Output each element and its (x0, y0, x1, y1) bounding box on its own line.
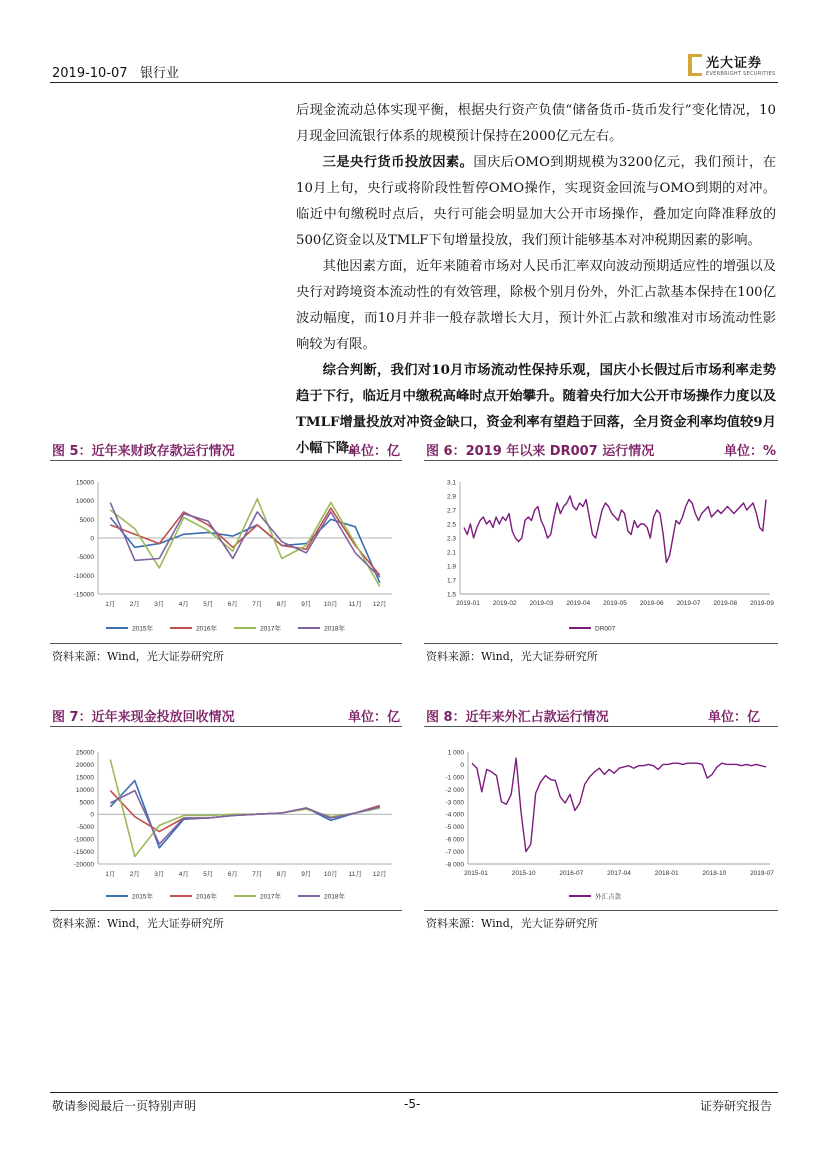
y-tick-label: 1.9 (446, 563, 456, 571)
y-tick-label: -1 000 (445, 774, 464, 782)
legend-label-0: DR007 (595, 625, 616, 633)
y-tick-label: 0 (460, 761, 464, 769)
y-tick-label: 5000 (79, 516, 94, 524)
x-tick-label: 11月 (348, 871, 362, 878)
y-tick-label: -20000 (73, 861, 94, 869)
x-tick-label: 1月 (105, 601, 116, 608)
x-tick-label: 2月 (129, 601, 140, 608)
report-date-industry (52, 62, 179, 81)
figure-7-bottom-rule (50, 910, 402, 911)
y-tick-label: 2.5 (446, 521, 456, 529)
figure-8-title: 图 8：近年来外汇占款运行情况 (426, 710, 609, 725)
figure-5-bottom-rule (50, 643, 402, 644)
legend-label-2: 2017年 (260, 893, 281, 901)
x-tick-label: 3月 (154, 871, 165, 878)
logo-name-cn: 光大证券 (706, 56, 763, 71)
figure-5-chart (50, 470, 402, 640)
y-tick-label: -15000 (73, 849, 94, 857)
x-tick-label: 7月 (252, 871, 263, 878)
series-line-2 (110, 760, 380, 857)
figure-8-chart (424, 740, 778, 910)
x-tick-label: 2015-01 (464, 870, 488, 877)
legend-label-0: 外汇占款 (595, 893, 621, 901)
logo-mark-icon (688, 54, 702, 76)
x-tick-label: 1月 (105, 871, 116, 878)
y-tick-label: 10000 (75, 786, 94, 794)
x-tick-label: 2019-09 (750, 600, 774, 607)
x-tick-label: 5月 (203, 601, 214, 608)
y-tick-label: 1.7 (446, 577, 456, 585)
x-tick-label: 2019-07 (750, 870, 774, 877)
y-tick-label: 2.1 (446, 549, 456, 557)
chart-1-svg (424, 470, 778, 640)
y-tick-label: 0 (90, 535, 94, 543)
x-tick-label: 2018-10 (702, 870, 727, 877)
paragraph-2 (296, 150, 776, 254)
report-date: 2019-10-07 (52, 66, 128, 81)
y-tick-label: -6 000 (445, 836, 464, 844)
x-tick-label: 9月 (301, 871, 312, 878)
legend-label-2: 2017年 (260, 625, 281, 633)
x-tick-label: 12月 (372, 601, 387, 608)
figure-8-bottom-rule (424, 910, 778, 911)
footer-disclaimer: 敬请参阅最后一页特别声明 (52, 1099, 197, 1113)
x-tick-label: 2018-01 (654, 870, 679, 877)
x-tick-label: 2019-03 (529, 600, 554, 607)
industry-label: 银行业 (139, 66, 179, 81)
figure-6-unit: 单位：% (723, 444, 776, 459)
figure-6-title: 图 6：2019 年以来 DR007 运行情况 (426, 444, 655, 459)
y-tick-label: -5000 (77, 554, 94, 562)
x-tick-label: 8月 (276, 871, 287, 878)
logo-name-en: EVERBRIGHT SECURITIES (706, 71, 776, 77)
x-tick-label: 2017-04 (607, 870, 631, 877)
x-tick-label: 8月 (276, 601, 287, 608)
y-tick-label: 15000 (75, 774, 94, 782)
body-text (296, 98, 776, 462)
y-tick-label: -2 000 (445, 786, 464, 794)
x-tick-label: 3月 (154, 601, 165, 608)
legend-label-1: 2016年 (196, 625, 217, 633)
y-tick-label: 20000 (75, 761, 94, 769)
footer-divider (50, 1092, 778, 1093)
x-tick-label: 4月 (178, 871, 189, 878)
x-tick-label: 4月 (178, 601, 189, 608)
chart-0-svg (50, 470, 402, 640)
company-logo (688, 52, 775, 77)
figure-6-chart (424, 470, 778, 640)
x-tick-label: 11月 (348, 601, 362, 608)
y-tick-label: -3 000 (445, 799, 464, 807)
y-tick-label: -5 000 (445, 824, 464, 832)
legend-label-0: 2015年 (132, 625, 153, 633)
figure-7-rule (50, 726, 402, 727)
y-tick-label: 5000 (79, 799, 94, 807)
x-tick-label: 2016-07 (559, 870, 584, 877)
paragraph-1: 后现金流动总体实现平衡，根据央行资产负债“储备货币-货币发行”变化情况，10月现金回流银行体系的规模预计保持在2000亿元左右。 (296, 103, 776, 144)
figure-7-title: 图 7：近年来现金投放回收情况 (52, 710, 235, 725)
figure-8-rule (424, 726, 778, 727)
figure-8-unit: 单位：亿 (707, 710, 760, 725)
y-tick-label: -5000 (77, 824, 94, 832)
x-tick-label: 2019-02 (492, 600, 517, 607)
legend-label-3: 2018年 (324, 625, 345, 633)
paragraph-4-bold: 综合判断，我们对10月市场流动性保持乐观，国庆小长假过后市场利率走势趋于下行，临近月中缴税高峰时点开始攀升。随着央行加大公开市场操作力度以及TMLF增量投放对冲资金缺口，资金利率有望趋于回落，全月资金利率均值较9月小幅下降。 (296, 363, 776, 456)
y-tick-label: 2.9 (446, 493, 456, 501)
y-tick-label: 25000 (75, 749, 94, 757)
paragraph-2-text: 国庆后OMO到期规模为3200亿元，我们预计，在10月上旬，央行或将阶段性暂停OMO操作，实现资金回流与OMO到期的对冲。临近中旬缴税时点后，央行可能会明显加大公开市场操作，叠加定向降准释放的500亿资金以及TMLF下旬增量投放，我们预计能够基本对冲税期因素的影响。 (296, 155, 777, 248)
y-tick-label: -10000 (73, 836, 94, 844)
figure-7-chart (50, 740, 402, 910)
y-tick-label: 1.5 (446, 591, 456, 599)
y-tick-label: 2.7 (446, 507, 456, 515)
figure-7-unit: 单位：亿 (347, 710, 400, 725)
y-tick-label: -8 000 (445, 861, 464, 869)
x-tick-label: 2019-07 (676, 600, 701, 607)
y-tick-label: 10000 (75, 498, 94, 506)
series-line-0 (464, 496, 766, 563)
y-tick-label: 0 (90, 811, 94, 819)
series-line-0 (472, 758, 766, 851)
x-tick-label: 10月 (323, 601, 338, 608)
footer-report-type: 证券研究报告 (700, 1099, 773, 1113)
legend-label-1: 2016年 (196, 893, 217, 901)
x-tick-label: 2月 (129, 871, 140, 878)
chart-3-svg (424, 740, 778, 910)
paragraph-2-lead: 三是央行货币投放因素。 (322, 155, 474, 170)
figure-6-bottom-rule (424, 643, 778, 644)
x-tick-label: 2019-05 (603, 600, 627, 607)
figure-5-unit: 单位：亿 (347, 444, 400, 459)
y-tick-label: -7 000 (445, 849, 464, 857)
x-tick-label: 12月 (372, 871, 387, 878)
paragraph-3: 其他因素方面，近年来随着市场对人民币汇率双向波动预期适应性的增强以及央行对跨境资本流动性的有效管理，除极个别月份外，外汇占款基本保持在100亿波动幅度，而10月并非一般存款增长大月，预计外汇占款和缴准对市场流动性影响较为有限。 (296, 259, 776, 352)
x-tick-label: 10月 (323, 871, 338, 878)
chart-2-svg (50, 740, 402, 910)
x-tick-label: 5月 (203, 871, 214, 878)
header-divider (50, 82, 778, 83)
y-tick-label: 3.1 (446, 479, 456, 487)
x-tick-label: 9月 (301, 601, 312, 608)
x-tick-label: 6月 (227, 871, 238, 878)
figure-5-rule (50, 460, 402, 461)
x-tick-label: 2019-06 (639, 600, 664, 607)
figure-7-source: 资料来源：Wind，光大证券研究所 (52, 917, 224, 930)
x-tick-label: 2019-08 (713, 600, 738, 607)
x-tick-label: 6月 (227, 601, 238, 608)
figure-5-source: 资料来源：Wind，光大证券研究所 (52, 650, 224, 663)
y-tick-label: -4 000 (445, 811, 464, 819)
page-number: -5- (404, 1097, 421, 1111)
y-tick-label: 1 000 (447, 749, 464, 757)
x-tick-label: 7月 (252, 601, 263, 608)
x-tick-label: 2019-04 (566, 600, 591, 607)
legend-label-0: 2015年 (132, 893, 153, 901)
x-tick-label: 2015-10 (511, 870, 536, 877)
figure-6-source: 资料来源：Wind，光大证券研究所 (426, 650, 598, 663)
y-tick-label: -15000 (73, 591, 94, 599)
figure-8-source: 资料来源：Wind，光大证券研究所 (426, 917, 598, 930)
y-tick-label: -10000 (73, 572, 94, 580)
y-tick-label: 15000 (75, 479, 94, 487)
x-tick-label: 2019-01 (456, 600, 480, 607)
series-line-2 (110, 499, 380, 587)
legend-label-3: 2018年 (324, 893, 345, 901)
figure-5-title: 图 5：近年来财政存款运行情况 (52, 444, 235, 459)
figure-6-rule (424, 460, 778, 461)
y-tick-label: 2.3 (446, 535, 456, 543)
